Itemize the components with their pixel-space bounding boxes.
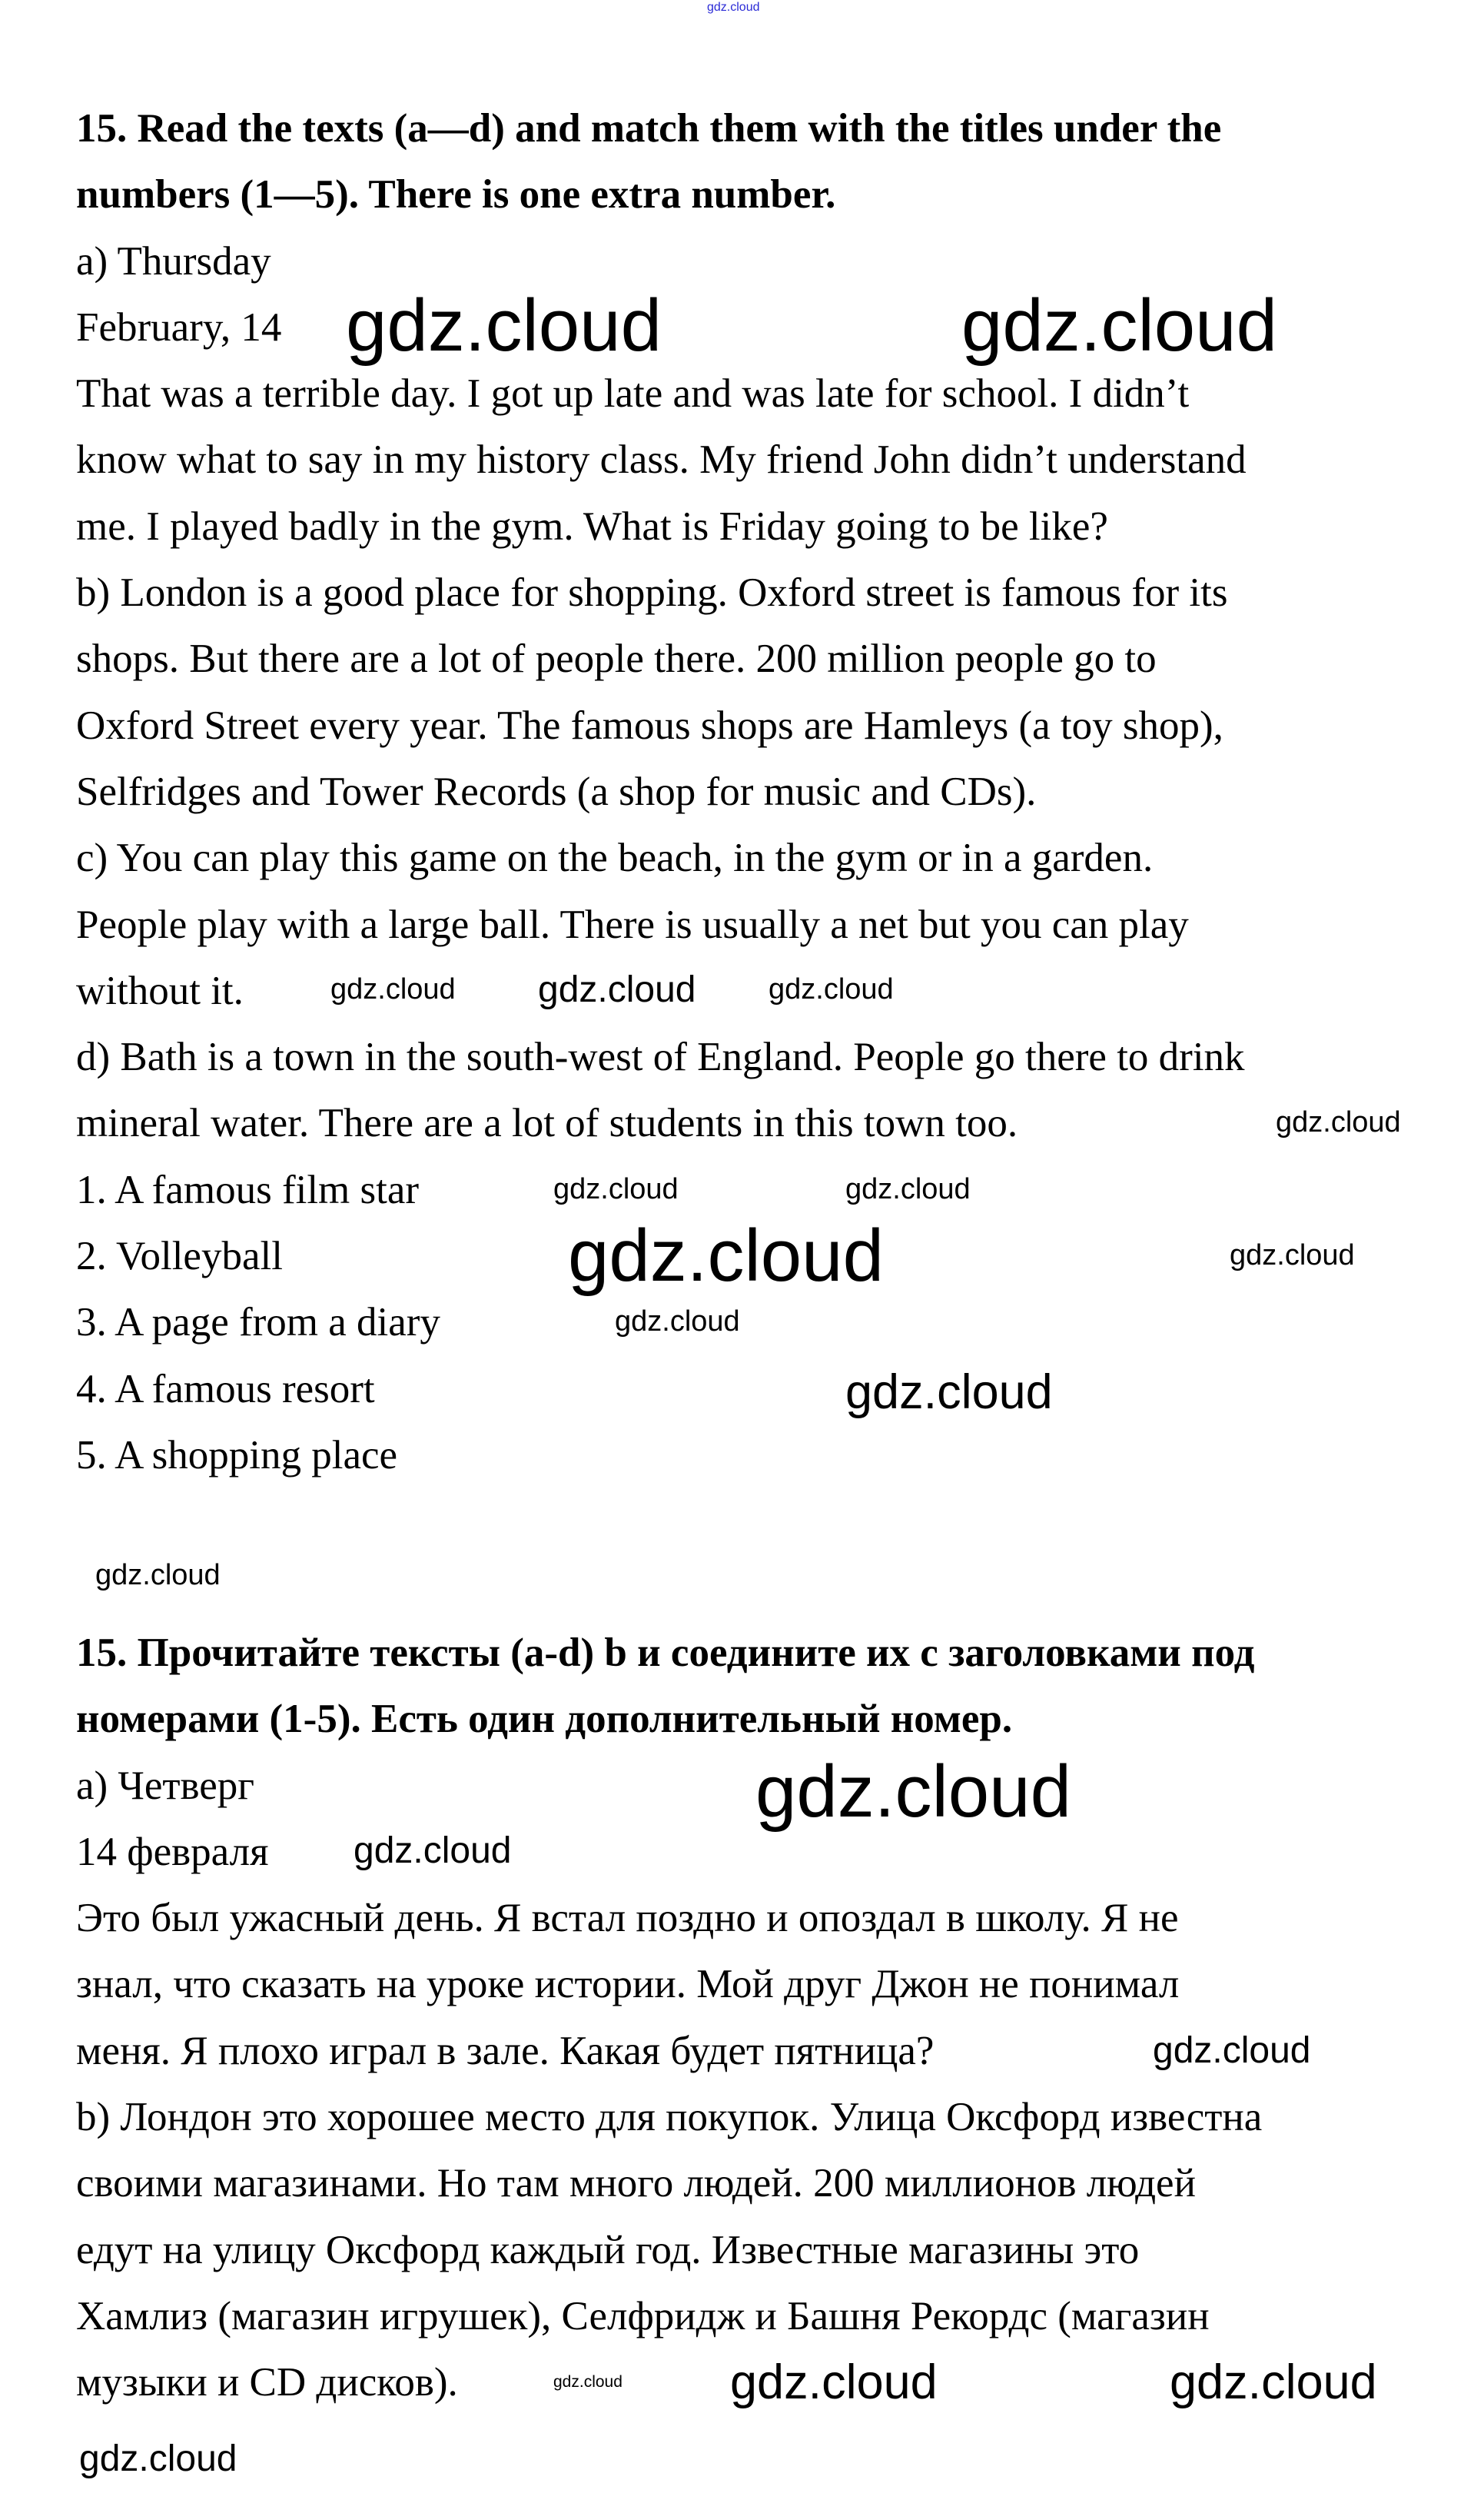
watermark: gdz.cloud [330, 973, 456, 1006]
watermark: gdz.cloud [568, 1215, 884, 1297]
watermark: gdz.cloud [769, 973, 894, 1006]
russian-section [76, 1620, 1459, 2416]
watermark: gdz.cloud [553, 2373, 622, 2391]
text-line: знал, что сказать на уроке истории. Мой друг Джон не понимал [76, 1962, 1180, 2007]
text-line: a) Четверг [76, 1763, 255, 1808]
text-line: меня. Я плохо играл в зале. Какая будет пятница? [76, 2028, 935, 2073]
text-line: едут на улицу Оксфорд каждый год. Известные магазины это [76, 2227, 1140, 2272]
watermark: gdz.cloud [1153, 2030, 1311, 2071]
watermark: gdz.cloud [79, 2438, 237, 2479]
text-line: That was a terrible day. I got up late and was late for school. I didn’t [76, 371, 1190, 417]
watermark: gdz.cloud [845, 1173, 971, 1205]
watermark: gdz.cloud [1276, 1106, 1401, 1138]
watermark: gdz.cloud [615, 1305, 740, 1338]
task-title: 15. Прочитайте тексты (a-d) b и соедините их с заголовками под [76, 1630, 1255, 1675]
watermark: gdz.cloud [1230, 1239, 1355, 1271]
text-line: February, 14 [76, 304, 282, 350]
title-option: 4. A famous resort [76, 1366, 375, 1411]
watermark: gdz.cloud [553, 1173, 679, 1205]
task-title: 15. Read the texts (a—d) and match them with the titles under the [76, 106, 1222, 151]
text-line: b) Лондон это хорошее место для покупок. Улица Оксфорд известна [76, 2095, 1263, 2140]
title-option: 2. Volleyball [76, 1234, 283, 1279]
watermark: gdz.cloud [961, 284, 1277, 367]
text-line: своими магазинами. Но там много людей. 200 миллионов людей [76, 2161, 1196, 2206]
title-option: 5. A shopping place [76, 1432, 398, 1478]
text-line: mineral water. There are a lot of students in this town too. [76, 1101, 1018, 1146]
text-line: d) Bath is a town in the south-west of England. People go there to drink [76, 1035, 1245, 1080]
task-title: номерами (1-5). Есть один дополнительный номер. [76, 1697, 1013, 1742]
watermark-top: gdz.cloud [707, 1, 760, 14]
watermark: gdz.cloud [538, 969, 696, 1010]
text-line: Это был ужасный день. Я встал поздно и опоздал в школу. Я не [76, 1896, 1179, 1941]
text-line: me. I played badly in the gym. What is Friday going to be like? [76, 504, 1108, 549]
watermark: gdz.cloud [354, 1830, 512, 1871]
text-line: know what to say in my history class. My friend John didn’t understand [76, 437, 1247, 483]
text-line: shops. But there are a lot of people there. 200 million people go to [76, 637, 1157, 682]
text-line: Oxford Street every year. The famous shops are Hamleys (a toy shop), [76, 703, 1223, 748]
title-option: 1. A famous film star [76, 1167, 420, 1212]
task-title: numbers (1—5). There is one extra number. [76, 172, 836, 218]
text-line: Хамлиз (магазин игрушек), Селфридж и Башня Рекордс (магазин [76, 2293, 1210, 2338]
text-line: c) You can play this game on the beach, in the gym or in a garden. [76, 836, 1154, 881]
watermark: gdz.cloud [1170, 2355, 1377, 2409]
title-option: 3. A page from a diary [76, 1300, 440, 1345]
text-line: People play with a large ball. There is usually a net but you can play [76, 902, 1189, 947]
text-line: a) Thursday [76, 238, 271, 284]
text-line: 14 февраля [76, 1829, 269, 1874]
text-line: музыки и CD дисков). [76, 2360, 458, 2405]
watermark: gdz.cloud [95, 1559, 221, 1591]
watermark: gdz.cloud [346, 284, 662, 367]
watermark: gdz.cloud [730, 2355, 938, 2409]
watermark: gdz.cloud [845, 1365, 1053, 1419]
text-line: b) London is a good place for shopping. Oxford street is famous for its [76, 570, 1228, 616]
text-line: Selfridges and Tower Records (a shop for music and CDs). [76, 769, 1037, 814]
text-line: without it. [76, 968, 244, 1013]
watermark: gdz.cloud [755, 1750, 1071, 1833]
